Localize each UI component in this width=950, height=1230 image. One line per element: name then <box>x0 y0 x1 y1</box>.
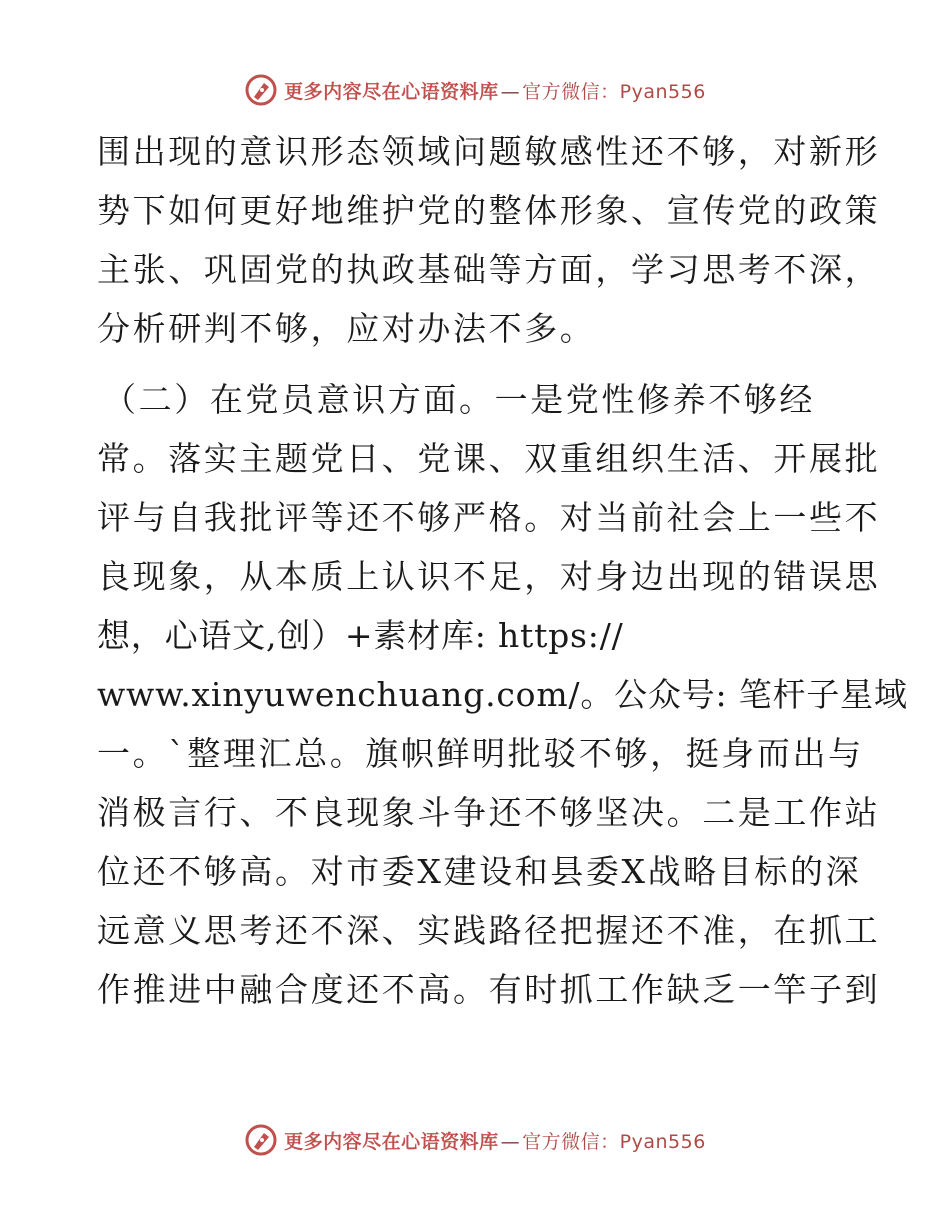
body-line: www.xinyuwenchuang.com/。公众号: 笔杆子星域 <box>97 675 908 714</box>
footer-banner <box>0 1120 950 1160</box>
footer-brand: 更多内容尽在心语资料库 <box>284 1130 499 1153</box>
body-line: 良现象，从本质上认识不足，对身边出现的错误思 <box>97 557 881 596</box>
footer-banner-text <box>284 1127 706 1154</box>
section-heading-line: （二）在党员意识方面。一是党性修养不够经 <box>103 380 815 419</box>
body-line: 远意义思考还不深、实践路径把握还不准，在抓工 <box>97 911 881 950</box>
header-wechat: 官方微信：Pyan556 <box>522 80 706 103</box>
body-line: 消极言行、不良现象斗争还不够坚决。二是工作站 <box>97 793 881 832</box>
footer-wechat: 官方微信：Pyan556 <box>522 1130 706 1153</box>
header-banner <box>0 70 950 110</box>
body-line: 位还不够高。对市委X建设和县委X战略目标的深 <box>97 852 862 891</box>
body-line: 想，心语文,创）+素材库: https:// <box>97 616 624 655</box>
footer-separator: — <box>500 1130 521 1153</box>
body-line: 围出现的意识形态领域问题敏感性还不够，对新形 <box>97 132 881 171</box>
body-line: 势下如何更好地维护党的整体形象、宣传党的政策 <box>97 191 881 230</box>
body-line: 评与自我批评等还不够严格。对当前社会上一些不 <box>97 498 881 537</box>
pen-nib-logo-icon <box>244 73 278 107</box>
body-line: 一。`整理汇总。旗帜鲜明批驳不够，挺身而出与 <box>97 734 864 773</box>
pen-nib-logo-icon <box>244 1123 278 1157</box>
body-line: 作推进中融合度还不高。有时抓工作缺乏一竿子到 <box>97 970 881 1009</box>
body-line: 分析研判不够，应对办法不多。 <box>97 309 596 348</box>
body-line: 常。落实主题党日、党课、双重组织生活、开展批 <box>97 439 881 478</box>
document-body <box>97 122 908 1019</box>
header-separator: — <box>500 80 521 103</box>
header-banner-text <box>284 77 706 104</box>
header-brand: 更多内容尽在心语资料库 <box>284 80 499 103</box>
body-line: 主张、巩固党的执政基础等方面，学习思考不深， <box>97 250 881 289</box>
